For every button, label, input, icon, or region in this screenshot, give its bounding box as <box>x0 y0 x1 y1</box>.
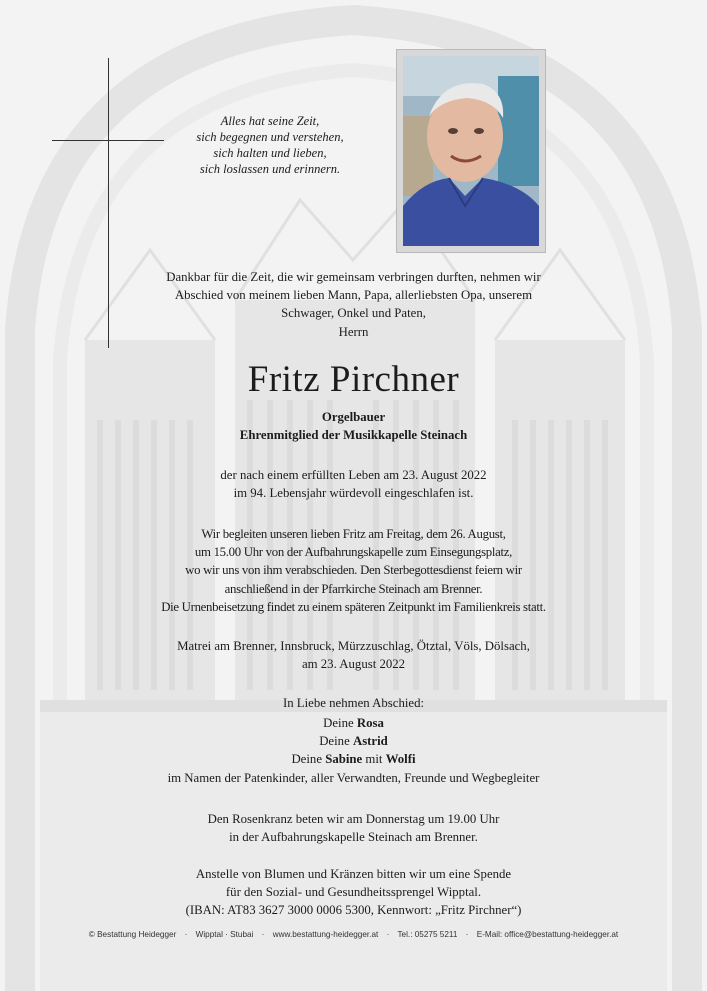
mourner-astrid <box>0 732 707 750</box>
cross-horizontal-bar <box>52 140 164 141</box>
mourner-sabine <box>0 750 707 768</box>
donation-notice <box>0 865 707 920</box>
intro-line: Herrn <box>338 324 369 339</box>
rosary-notice <box>0 810 707 846</box>
mourner-prefix: Deine <box>291 752 322 767</box>
intro-line: Dankbar für die Zeit, die wir gemeinsam verbringen durften, nehmen wir <box>166 270 541 284</box>
death-line: im 94. Lebensjahr würdevoll eingeschlafen ist. <box>233 486 474 501</box>
mourners-list <box>0 714 707 787</box>
mourner-name: Astrid <box>352 734 388 749</box>
donation-line: für den Sozial- und Gesundheitssprengel Wipptal. <box>225 885 482 900</box>
rosary-line: Den Rosenkranz beten wir am Donnerstag um 19.00 Uhr <box>207 812 500 826</box>
funeral-line: um 15.00 Uhr von der Aufbahrungskapelle zum Einsegungsplatz, <box>194 545 513 560</box>
mourner-name: Rosa <box>356 716 384 730</box>
intro-line: Schwager, Onkel und Paten, <box>281 306 426 321</box>
place-and-date <box>0 637 707 673</box>
place-line: Matrei am Brenner, Innsbruck, Mürzzuschlag, Ötztal, Völs, Dölsach, <box>177 639 530 653</box>
mourner-rosa <box>0 714 707 732</box>
mourner-name: Sabine <box>325 752 363 767</box>
death-notice <box>0 466 707 502</box>
quote-line: Alles hat seine Zeit, <box>220 114 320 128</box>
intro-text <box>0 268 707 341</box>
footer <box>0 930 707 939</box>
footer-phone: Tel.: 05275 5211 <box>397 930 458 939</box>
donation-line: Anstelle von Blumen und Kränzen bitten wir um eine Spende <box>195 867 512 881</box>
date-line: am 23. August 2022 <box>301 657 406 672</box>
quote-line: sich halten und lieben, <box>213 146 327 160</box>
funeral-line: Die Urnenbeisetzung findet zu einem späteren Zeitpunkt im Familienkreis statt. <box>161 599 546 614</box>
portrait-image <box>403 56 539 246</box>
profession: Orgelbauer <box>321 410 386 424</box>
footer-separator: · <box>465 930 469 939</box>
portrait-photo <box>396 49 546 253</box>
quote-line: sich begegnen und verstehen, <box>196 130 344 144</box>
deceased-name: Fritz Pirchner <box>247 359 460 400</box>
mourner-name: Wolfi <box>385 752 416 767</box>
funeral-line: Wir begleiten unseren lieben Fritz am Freitag, dem 26. August, <box>201 527 506 541</box>
donation-line: (IBAN: AT83 3627 3000 0006 5300, Kennwort: „Fritz Pirchner“) <box>185 903 522 918</box>
quote-line: sich loslassen und erinnern. <box>199 162 341 176</box>
memorial-quote <box>170 113 370 177</box>
mourner-prefix: Deine <box>319 734 350 749</box>
footer-region: Wipptal · Stubai <box>195 930 254 939</box>
footer-separator: · <box>261 930 265 939</box>
footer-email[interactable]: E-Mail: office@bestattung-heidegger.at <box>476 930 619 939</box>
mourners-heading <box>0 694 707 712</box>
mourner-connector: mit <box>365 752 383 767</box>
funeral-details <box>0 525 707 616</box>
death-line: der nach einem erfüllten Leben am 23. August 2022 <box>220 468 487 482</box>
mourners-heading-text: In Liebe nehmen Abschied: <box>282 696 425 710</box>
footer-separator: · <box>386 930 390 939</box>
footer-website[interactable]: www.bestattung-heidegger.at <box>272 930 379 939</box>
mourners-others: im Namen der Patenkinder, aller Verwandten, Freunde und Wegbegleiter <box>167 770 540 785</box>
honor-title: Ehrenmitglied der Musikkapelle Steinach <box>239 428 468 443</box>
intro-line: Abschied von meinem lieben Mann, Papa, allerliebsten Opa, unserem <box>174 288 533 303</box>
mourner-prefix: Deine <box>323 716 354 730</box>
rosary-line: in der Aufbahrungskapelle Steinach am Brenner. <box>229 830 478 845</box>
footer-separator: · <box>184 930 188 939</box>
deceased-titles <box>0 408 707 444</box>
funeral-line: anschließend in der Pfarrkirche Steinach am Brenner. <box>224 581 483 596</box>
funeral-line: wo wir uns von ihm verabschieden. Den Sterbegottesdienst feiern wir <box>185 563 522 578</box>
footer-company: © Bestattung Heidegger <box>88 930 177 939</box>
